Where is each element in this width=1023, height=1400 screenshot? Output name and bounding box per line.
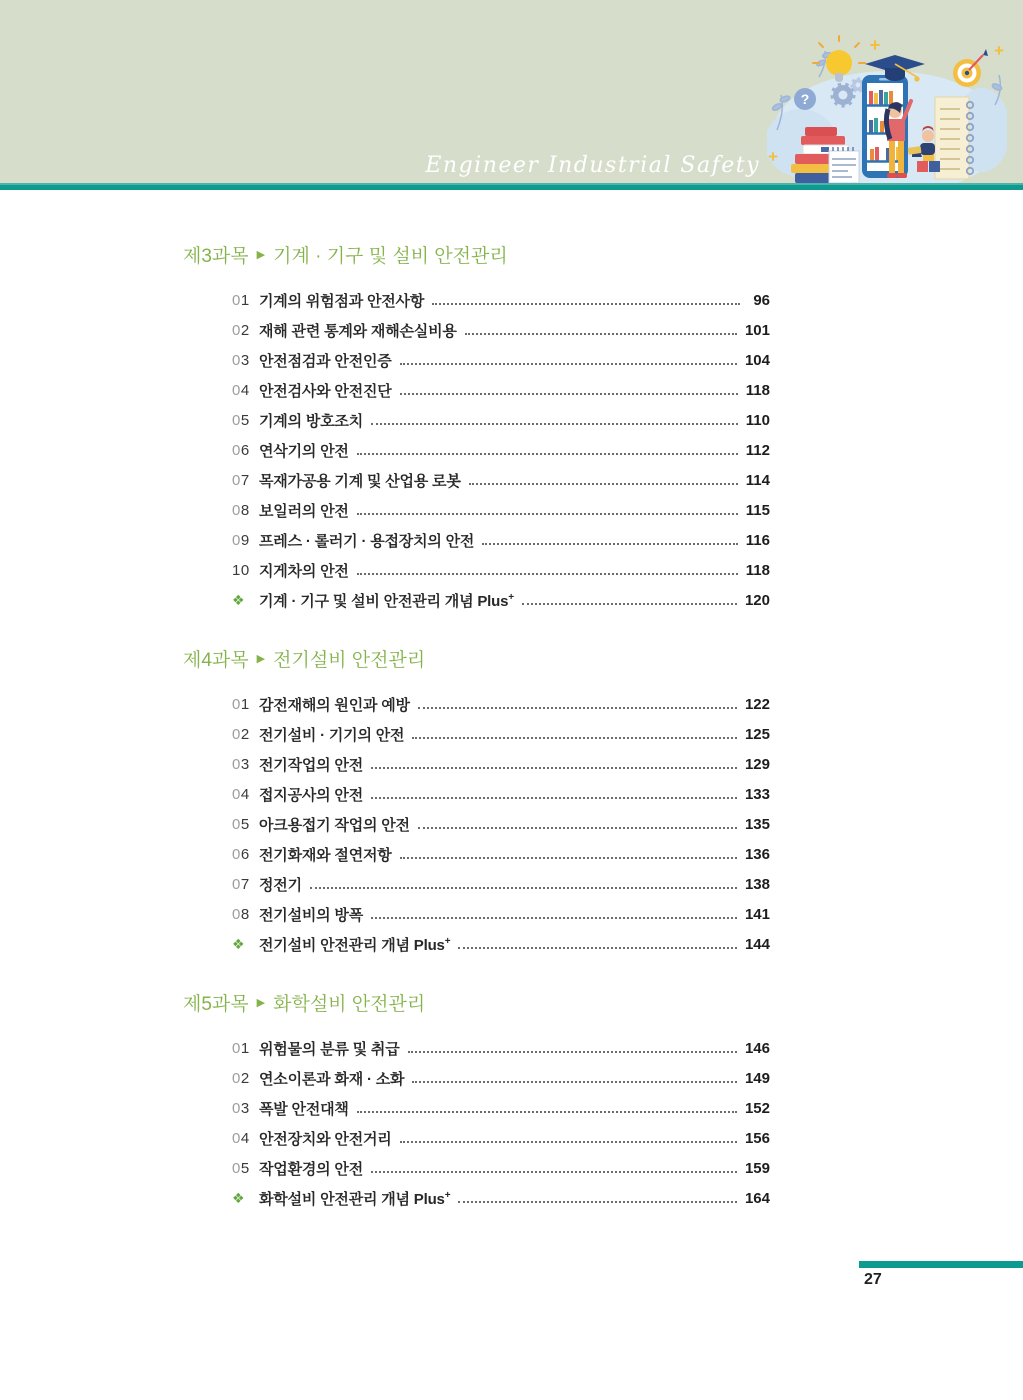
section-heading <box>183 647 770 669</box>
section-heading <box>183 991 770 1013</box>
item-title: 폭발 안전대책 <box>259 1100 349 1118</box>
plus-superscript: + <box>508 591 514 603</box>
item-title: 위험물의 분류 및 취급 <box>259 1040 400 1058</box>
item-title: 안전장치와 안전거리 <box>259 1130 392 1148</box>
arrow-right-icon: ▶ <box>256 996 266 1009</box>
item-page: 115 <box>745 501 770 519</box>
toc-item <box>232 1033 770 1063</box>
item-page: 144 <box>744 935 770 953</box>
arrow-right-icon: ▶ <box>256 248 266 261</box>
toc-item <box>232 555 770 585</box>
section-label: 제3과목 <box>183 245 249 267</box>
item-number: 08 <box>232 905 250 923</box>
dot-leader <box>522 603 737 605</box>
toc-item <box>232 495 770 525</box>
toc-item <box>232 465 770 495</box>
item-title: 작업환경의 안전 <box>259 1160 363 1178</box>
item-number: 01 <box>232 1039 250 1057</box>
dot-leader <box>371 917 737 919</box>
toc-section-3 <box>183 243 770 615</box>
item-title: 재해 관련 통계와 재해손실비용 <box>259 322 457 340</box>
item-page: 149 <box>744 1069 770 1087</box>
item-number: 03 <box>232 351 250 369</box>
toc-item <box>232 1093 770 1123</box>
toc-item <box>232 435 770 465</box>
arrow-right-icon: ▶ <box>256 652 266 665</box>
toc-item <box>232 749 770 779</box>
toc-item <box>232 1123 770 1153</box>
dot-leader <box>400 1141 737 1143</box>
toc-list <box>232 285 770 615</box>
item-page: 110 <box>745 411 770 429</box>
item-number: 06 <box>232 845 250 863</box>
svg-text:?: ? <box>800 91 810 107</box>
dot-leader <box>371 797 737 799</box>
item-number: 04 <box>232 1129 250 1147</box>
toc-list <box>232 689 770 959</box>
toc-content <box>183 243 770 1245</box>
toc-item <box>232 285 770 315</box>
item-page: 159 <box>744 1159 770 1177</box>
dot-leader <box>310 887 737 889</box>
item-title: 전기작업의 안전 <box>259 756 363 774</box>
item-page: 133 <box>744 785 770 803</box>
section-title: 화학설비 안전관리 <box>273 993 426 1015</box>
item-title: 연소이론과 화재 · 소화 <box>259 1070 405 1088</box>
section-label: 제5과목 <box>183 993 249 1015</box>
dot-leader <box>400 857 737 859</box>
dot-leader <box>412 737 737 739</box>
item-number: 09 <box>232 531 250 549</box>
toc-item <box>232 375 770 405</box>
item-title: 기계의 방호조치 <box>259 412 363 430</box>
toc-item <box>232 405 770 435</box>
item-page: 118 <box>745 381 770 399</box>
toc-item <box>232 809 770 839</box>
item-number: 04 <box>232 381 250 399</box>
toc-item <box>232 1153 770 1183</box>
toc-item <box>232 1063 770 1093</box>
item-title: 보일러의 안전 <box>259 502 349 520</box>
item-title: 정전기 <box>259 876 302 894</box>
item-title: 아크용접기 작업의 안전 <box>259 816 410 834</box>
item-page: 141 <box>744 905 770 923</box>
item-title: 전기화재와 절연저항 <box>259 846 392 864</box>
item-page: 116 <box>745 531 770 549</box>
item-title: 기계의 위험점과 안전사항 <box>259 292 425 310</box>
toc-item-plus <box>232 929 770 959</box>
item-title: 목재가공용 기계 및 산업용 로봇 <box>259 472 461 490</box>
dot-leader <box>432 303 740 305</box>
dot-leader <box>408 1051 737 1053</box>
item-number: 05 <box>232 411 250 429</box>
item-number: 01 <box>232 695 250 713</box>
dot-leader <box>469 483 738 485</box>
dot-leader <box>465 333 737 335</box>
dot-leader <box>458 947 737 949</box>
dot-leader <box>418 707 737 709</box>
item-page: 118 <box>745 561 770 579</box>
item-number: 07 <box>232 875 250 893</box>
item-page: 122 <box>744 695 770 713</box>
item-page: 96 <box>753 291 770 309</box>
item-title: 전기설비 · 기기의 안전 <box>259 726 405 744</box>
target-icon <box>953 49 988 87</box>
item-page: 129 <box>744 755 770 773</box>
item-number: 02 <box>232 321 250 339</box>
clover-icon: ❖ <box>232 935 246 952</box>
clover-icon: ❖ <box>232 1189 246 1206</box>
notepad <box>829 147 859 183</box>
dot-leader <box>371 423 738 425</box>
item-page: 101 <box>744 321 770 339</box>
item-title: 감전재해의 원인과 예방 <box>259 696 410 714</box>
item-number: 01 <box>232 291 250 309</box>
plus-superscript: + <box>444 935 451 947</box>
dot-leader <box>357 1111 737 1113</box>
item-number: 06 <box>232 441 250 459</box>
section-title: 전기설비 안전관리 <box>273 649 426 671</box>
item-number: 03 <box>232 755 250 773</box>
item-page: 146 <box>744 1039 770 1057</box>
item-number: 08 <box>232 501 250 519</box>
item-title: 화학설비 안전관리 개념 Plus+ <box>259 1189 451 1208</box>
dot-leader <box>371 1171 737 1173</box>
item-page: 138 <box>744 875 770 893</box>
item-number: 05 <box>232 815 250 833</box>
toc-section-4 <box>183 647 770 959</box>
item-title: 안전점검과 안전인증 <box>259 352 392 370</box>
item-number: 04 <box>232 785 250 803</box>
item-page: 112 <box>745 441 770 459</box>
toc-item <box>232 839 770 869</box>
item-title: 안전검사와 안전진단 <box>259 382 392 400</box>
dot-leader <box>357 573 738 575</box>
toc-item <box>232 345 770 375</box>
item-title: 기계 · 기구 및 설비 안전관리 개념 Plus+ <box>259 591 514 610</box>
toc-item <box>232 315 770 345</box>
toc-item <box>232 779 770 809</box>
item-title: 프레스 · 롤러기 · 용접장치의 안전 <box>259 532 475 550</box>
page-number: 27 <box>864 1271 882 1288</box>
dot-leader <box>371 767 737 769</box>
item-title: 지게차의 안전 <box>259 562 349 580</box>
header-tagline: Engineer Industrial Safety <box>425 153 760 178</box>
item-title: 연삭기의 안전 <box>259 442 349 460</box>
dot-leader <box>357 453 738 455</box>
item-title: 전기설비 안전관리 개념 Plus+ <box>259 935 451 954</box>
item-title: 전기설비의 방폭 <box>259 906 363 924</box>
item-number: 05 <box>232 1159 250 1177</box>
toc-list <box>232 1033 770 1213</box>
item-page: 135 <box>744 815 770 833</box>
header-divider <box>0 183 1023 190</box>
spiral-notebook <box>935 97 973 179</box>
plus-superscript: + <box>444 1189 451 1201</box>
toc-item-plus <box>232 585 770 615</box>
item-title: 접지공사의 안전 <box>259 786 363 804</box>
header-illustration <box>767 35 1007 183</box>
dot-leader <box>357 513 738 515</box>
item-page: 114 <box>745 471 770 489</box>
item-page: 120 <box>744 591 770 609</box>
item-page: 156 <box>744 1129 770 1147</box>
item-page: 152 <box>744 1099 770 1117</box>
section-title: 기계 · 기구 및 설비 안전관리 <box>273 245 508 267</box>
item-number: 02 <box>232 1069 250 1087</box>
page-header <box>0 0 1023 183</box>
dot-leader <box>458 1201 737 1203</box>
item-page: 164 <box>744 1189 770 1207</box>
item-page: 104 <box>744 351 770 369</box>
dot-leader <box>412 1081 737 1083</box>
item-page: 136 <box>744 845 770 863</box>
toc-section-5 <box>183 991 770 1213</box>
section-heading <box>183 243 770 265</box>
dot-leader <box>400 363 737 365</box>
toc-item <box>232 869 770 899</box>
clover-icon: ❖ <box>232 591 246 608</box>
section-label: 제4과목 <box>183 649 249 671</box>
item-page: 125 <box>744 725 770 743</box>
toc-item <box>232 525 770 555</box>
item-number: 02 <box>232 725 250 743</box>
item-number: 07 <box>232 471 250 489</box>
item-number: 10 <box>232 561 250 579</box>
dot-leader <box>482 543 738 545</box>
toc-item <box>232 899 770 929</box>
dot-leader <box>400 393 738 395</box>
toc-item-plus <box>232 1183 770 1213</box>
toc-item <box>232 689 770 719</box>
dot-leader <box>418 827 737 829</box>
footer-bar <box>859 1261 1023 1268</box>
question-mark-icon <box>794 88 816 110</box>
toc-item <box>232 719 770 749</box>
item-number: 03 <box>232 1099 250 1117</box>
